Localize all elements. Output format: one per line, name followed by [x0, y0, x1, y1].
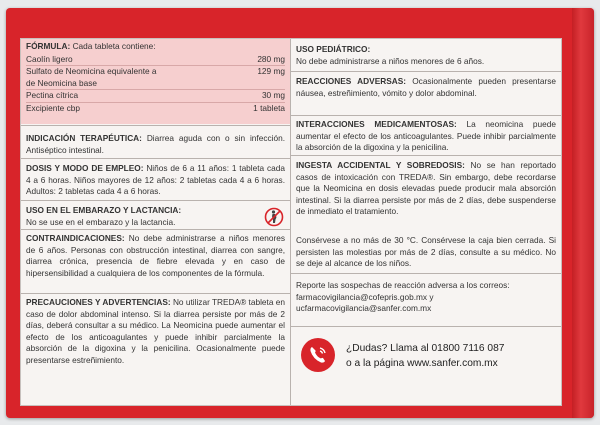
left-column [21, 39, 291, 405]
ingredient-amount: 129 mg [257, 66, 285, 77]
divider [21, 293, 290, 294]
divider [21, 125, 290, 126]
interacciones-text: La neomicina puede aumentar el efecto de los anticoagulantes. Puede inhibir parcialmente la absorción de la digoxina y la penicilina. [296, 119, 556, 152]
embarazo-heading: USO EN EL EMBARAZO Y LACTANCIA: [26, 205, 182, 215]
ingesta-section [291, 158, 561, 220]
ingredient-name: Excipiente cbp [26, 102, 80, 113]
ingredient-amount: 280 mg [257, 53, 285, 64]
indicacion-heading: INDICACIÓN TERAPÉUTICA: [26, 133, 142, 143]
contraindicaciones-section [21, 231, 290, 281]
divider [291, 115, 561, 116]
contacto-section [291, 331, 561, 401]
divider [291, 71, 561, 72]
pediatrico-text: No debe administrarse a niños menores de 6 años. [296, 55, 485, 66]
formula-row [26, 90, 285, 103]
ingredient-name: Caolín ligero [26, 53, 73, 64]
ingesta-text: No se han reportado casos de intoxicación con TREDA®. Sin embargo, debe recordarse que la Neomicina en dosis elevadas puede producir mala absorción intestinal. Si la diarrea persiste por más de 2 días, debe suspenderse de inmediato el tratamiento. [296, 160, 556, 216]
formula-row [26, 78, 285, 91]
formula-section [21, 39, 290, 124]
formula-heading: FÓRMULA: [26, 41, 71, 51]
formula-row [26, 54, 285, 67]
divider [291, 273, 561, 274]
email-link-sanfer[interactable]: ucfarmacovigilancia@sanfer.com.mx [296, 303, 432, 313]
phone-icon [301, 338, 335, 372]
interacciones-section [291, 117, 561, 156]
precauciones-section [21, 295, 290, 368]
contra-heading: CONTRAINDICACIONES: [26, 233, 125, 243]
help-web-line[interactable]: o a la página www.sanfer.com.mx [346, 358, 498, 369]
ingredient-name: de Neomicina base [26, 77, 98, 88]
conservacion-text: Consérvese a no más de 30 °C. Consérvese la caja bien cerrada. Si persisten las molestias por más de 2 días, consulte a su médico. No se deje al alcance de los niños. [296, 235, 556, 268]
ingredient-amount: 1 tableta [253, 102, 285, 113]
precauciones-heading: PRECAUCIONES Y ADVERTENCIAS: [26, 297, 171, 307]
help-phone-line[interactable]: ¿Dudas? Llama al 01800 7116 087 [346, 343, 505, 354]
reacciones-text: Ocasionalmente pueden presentarse náusea, estreñimiento, vómito y dolor abdominal. [296, 76, 556, 98]
info-panel [20, 38, 562, 406]
pediatrico-heading: USO PEDIÁTRICO: [296, 44, 371, 54]
ingredient-name: Pectina cítrica [26, 90, 79, 101]
dosis-text: Niños de 6 a 11 años: 1 tableta cada 4 a 6 horas. Niños mayores de 12 años: 2 tabletas cada 4 a 6 horas. Adultos: 2 tabletas cada 4 a 6 horas. [26, 163, 285, 196]
divider [21, 158, 290, 159]
reporte-conj: y [429, 291, 434, 302]
indicacion-section [21, 131, 290, 158]
embarazo-text: No se use en el embarazo y la lactancia. [26, 216, 176, 227]
right-column [291, 39, 561, 405]
divider [21, 229, 290, 230]
dosis-section [21, 161, 290, 200]
ingesta-heading: INGESTA ACCIDENTAL Y SOBREDOSIS: [296, 160, 465, 170]
reacciones-section [291, 74, 561, 101]
ingredient-name: Sulfato de Neomicina equivalente a [26, 66, 157, 77]
reporte-intro: Reporte las sospechas de reacción adversa a los correos: [296, 280, 510, 290]
dosis-heading: DOSIS Y MODO DE EMPLEO: [26, 163, 144, 173]
conservacion-section [291, 233, 561, 272]
embarazo-section [21, 203, 290, 230]
reporte-section [291, 278, 561, 317]
contra-text: No debe administrarse a niños menores de 6 años. Personas con obstrucción intestinal, diarrea con sangre, diarrea crónica, presencia de fiebre elevada y en caso de hipersensibilidad a cualquiera de los componentes de la fórmula. [26, 233, 285, 278]
email-link-cofepris[interactable]: farmacovigilancia@cofepris.gob.mx [296, 291, 428, 302]
indicacion-text: Diarrea aguda con o sin infección. Antiséptico intestinal. [26, 133, 286, 155]
no-pregnancy-icon [264, 207, 284, 227]
formula-row [26, 103, 285, 115]
divider [291, 155, 561, 156]
precauciones-text: No utilizar TREDA® tableta en caso de dolor abdominal intenso. Si la diarrea persiste por más de 2 días, deberá consultar a su médico. La Neomicina puede aumentar el efecto de los anticoagulantes y puede inhibir parcialmente la absorción de la digoxina y la penicilina. Ocasionalmente puede presentarse estreñimiento. [26, 297, 285, 365]
reacciones-heading: REACCIONES ADVERSAS: [296, 76, 407, 86]
formula-row [26, 66, 285, 78]
pediatrico-section [291, 42, 561, 69]
interacciones-heading: INTERACCIONES MEDICAMENTOSAS: [296, 119, 457, 129]
divider [291, 326, 561, 327]
ingredient-amount: 30 mg [261, 90, 285, 101]
divider [21, 200, 290, 201]
formula-intro: Cada tableta contiene: [72, 41, 156, 51]
package-box [6, 8, 594, 418]
